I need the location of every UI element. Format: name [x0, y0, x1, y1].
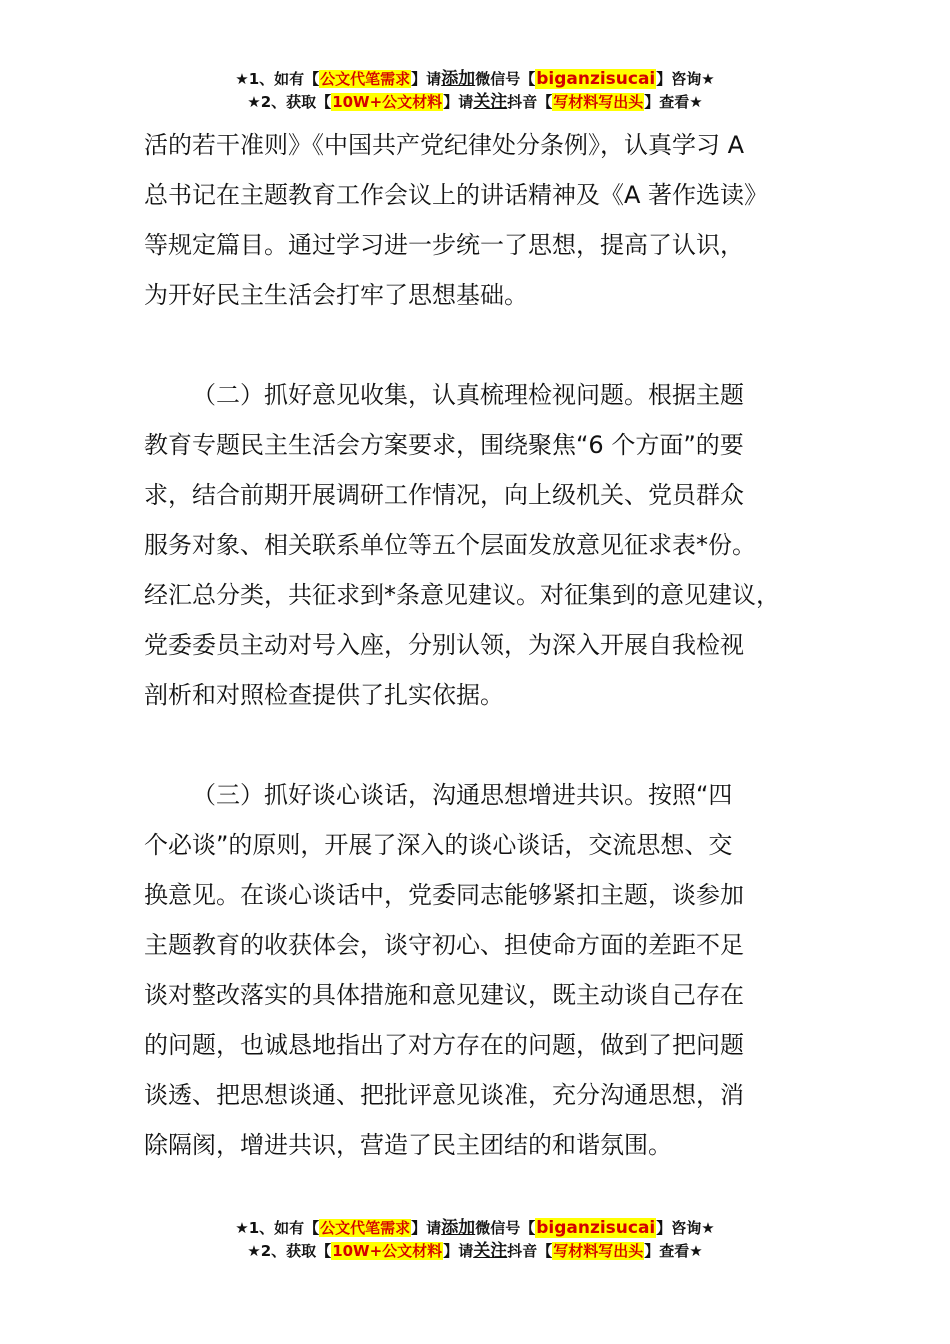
highlight-materials: 10W+公文材料 [332, 93, 443, 111]
paragraph-1 [144, 120, 834, 320]
star-icon: ★ [689, 1242, 703, 1260]
text-line: 等规定篇目。通过学习进一步统一了思想，提高了认识， [144, 231, 744, 259]
text-line: （三）抓好谈心谈话，沟通思想增进共识。按照“四 [192, 781, 733, 809]
banner-line-2: ★2、获取【10W+公文材料】请关注抖音【写材料写出头】查看★ [247, 1241, 703, 1261]
text-line: 经汇总分类，共征求到*条意见建议。对征集到的意见建议， [144, 581, 780, 609]
star-icon: ★ [247, 93, 261, 111]
highlight-service: 公文代笔需求 [320, 1219, 411, 1237]
text-line: 主题教育的收获体会，谈守初心、担使命方面的差距不足 [144, 931, 744, 959]
footer-banner [0, 1217, 950, 1263]
text-line: 的问题，也诚恳地指出了对方存在的问题，做到了把问题 [144, 1031, 744, 1059]
highlight-service: 公文代笔需求 [320, 70, 411, 88]
star-icon: ★ [689, 93, 703, 111]
text-line: 谈对整改落实的具体措施和意见建议，既主动谈自己存在 [144, 981, 744, 1009]
star-icon: ★ [247, 1242, 261, 1260]
star-icon: ★ [235, 1219, 249, 1237]
paragraph-gap [144, 320, 834, 370]
banner-line-1: ★1、如有【公文代笔需求】请添加微信号【biganzisucai】咨询★ [235, 69, 715, 89]
text-line: 个必谈”的原则，开展了深入的谈心谈话，交流思想、交 [144, 831, 733, 859]
text-line: （二）抓好意见收集，认真梳理检视问题。根据主题 [192, 381, 744, 409]
paragraph-3 [144, 770, 834, 1170]
highlight-wechat-id: biganzisucai [536, 1218, 656, 1238]
text-line: 活的若干准则》《中国共产党纪律处分条例》，认真学习 A [144, 131, 745, 159]
text-line: 求，结合前期开展调研工作情况，向上级机关、党员群众 [144, 481, 744, 509]
highlight-douyin: 写材料写出头 [553, 1242, 644, 1260]
header-banner [0, 68, 950, 114]
document-body [144, 120, 834, 1170]
text-line: 剖析和对照检查提供了扎实依据。 [144, 681, 504, 709]
banner-line-2: ★2、获取【10W+公文材料】请关注抖音【写材料写出头】查看★ [247, 92, 703, 112]
text-line: 谈透、把思想谈通、把批评意见谈准，充分沟通思想，消 [144, 1081, 744, 1109]
star-icon: ★ [235, 70, 249, 88]
highlight-douyin: 写材料写出头 [553, 93, 644, 111]
text-line: 换意见。在谈心谈话中，党委同志能够紧扣主题，谈参加 [144, 881, 744, 909]
paragraph-gap [144, 720, 834, 770]
text-line: 党委委员主动对号入座，分别认领，为深入开展自我检视 [144, 631, 744, 659]
text-line: 为开好民主生活会打牢了思想基础。 [144, 281, 528, 309]
paragraph-2 [144, 370, 834, 720]
banner-line-1: ★1、如有【公文代笔需求】请添加微信号【biganzisucai】咨询★ [235, 1218, 715, 1238]
highlight-wechat-id: biganzisucai [536, 69, 656, 89]
star-icon: ★ [701, 1219, 715, 1237]
star-icon: ★ [701, 70, 715, 88]
highlight-materials: 10W+公文材料 [332, 1242, 443, 1260]
text-line: 服务对象、相关联系单位等五个层面发放意见征求表*份。 [144, 531, 756, 559]
text-line: 教育专题民主生活会方案要求，围绕聚焦“6 个方面”的要 [144, 431, 744, 459]
text-line: 除隔阂，增进共识，营造了民主团结的和谐氛围。 [144, 1131, 672, 1159]
text-line: 总书记在主题教育工作会议上的讲话精神及《A 著作选读》 [144, 181, 769, 209]
